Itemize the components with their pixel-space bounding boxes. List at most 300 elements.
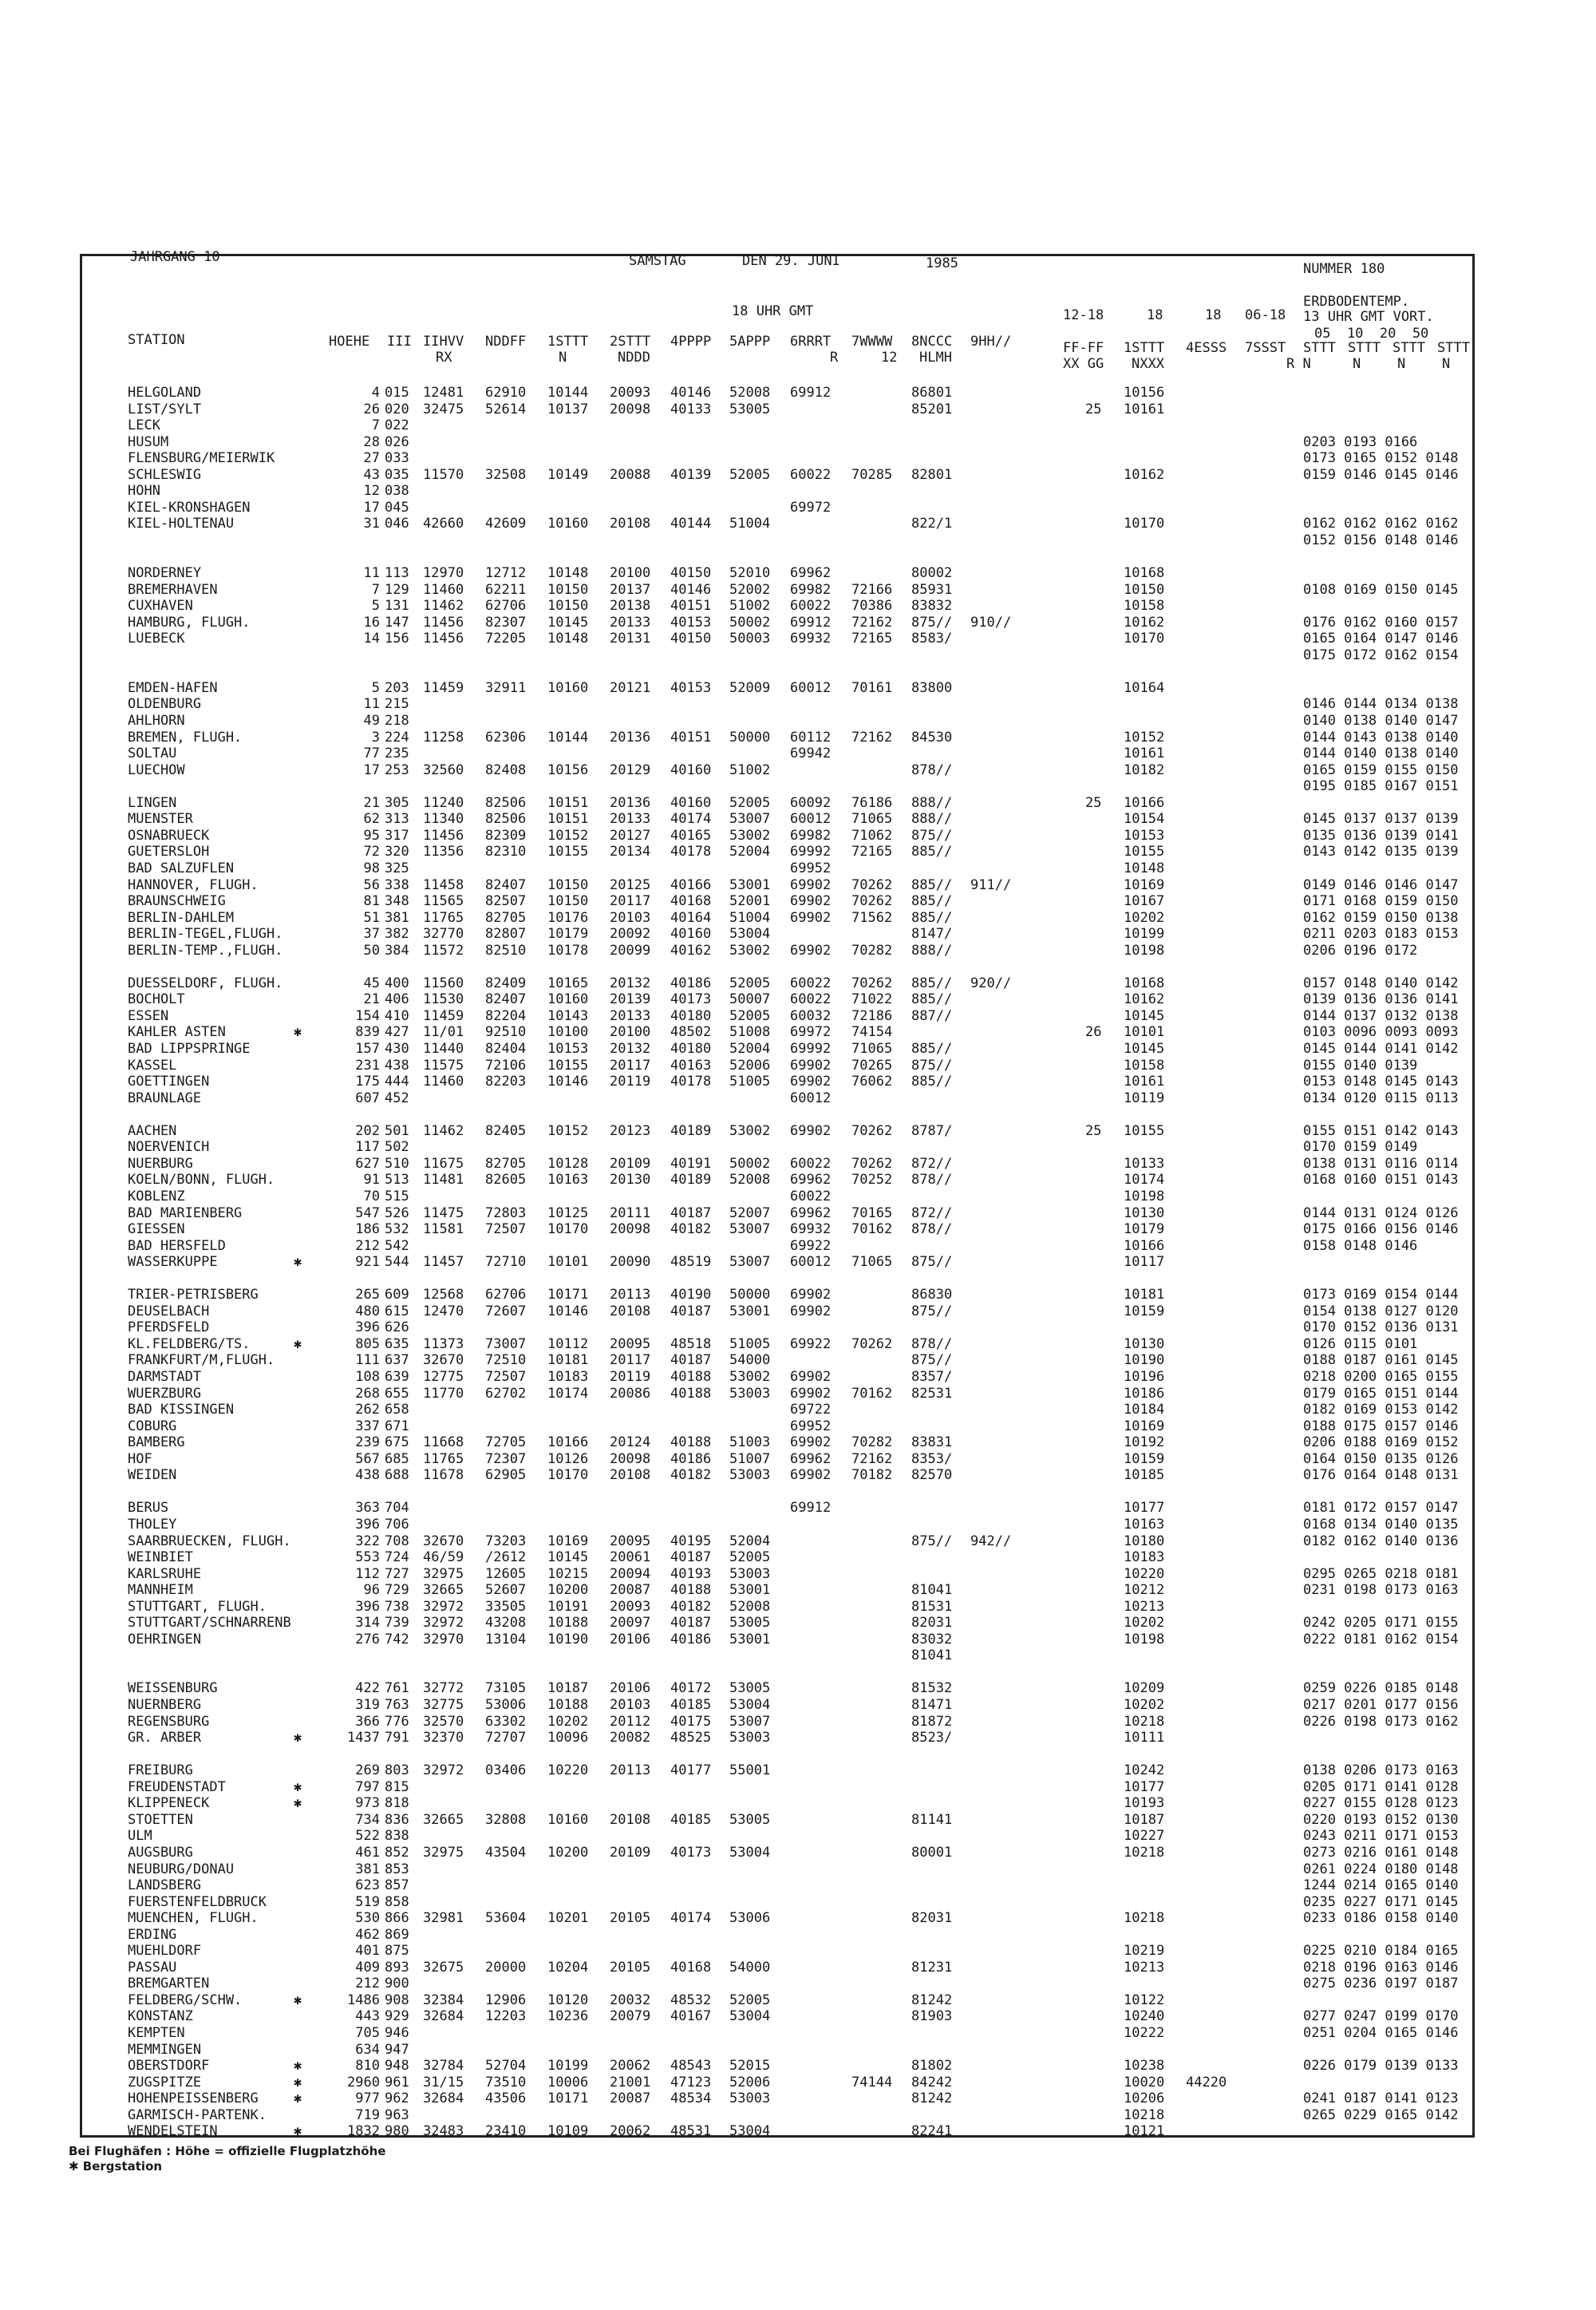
xxgg-header: XX GG — [1063, 356, 1104, 372]
iihvv-header: IIHVV — [423, 334, 464, 350]
cell-hoehe: 973 — [355, 1795, 380, 1812]
cell-soil: 0144 0131 0124 0126 — [1303, 1204, 1459, 1221]
cell-1sttt-max: 10162 — [1124, 466, 1165, 483]
cell-iii: 858 — [385, 1893, 409, 1910]
cell-4pppp: 40173 — [670, 991, 712, 1008]
cell-1sttt-max: 10213 — [1124, 1959, 1165, 1976]
cell-6rrrt: 60032 — [790, 1007, 832, 1024]
cell-1sttt: 10125 — [547, 1204, 589, 1221]
cell-2sttt: 20136 — [610, 729, 651, 746]
cell-hoehe: 21 — [363, 794, 380, 811]
cell-hoehe: 719 — [355, 2106, 380, 2123]
cell-1sttt-max: 10167 — [1124, 893, 1165, 910]
cell-station: SCHLESWIG — [128, 466, 202, 483]
cell-station: STUTTGART, FLUGH. — [128, 1598, 267, 1615]
cell-iii: 203 — [385, 679, 409, 696]
cell-4pppp: 48532 — [670, 1992, 712, 2008]
cell-station: HUSUM — [128, 433, 169, 450]
cell-iii: 791 — [385, 1730, 409, 1746]
cell-8nccc: 872// — [911, 1155, 953, 1172]
cell-6rrrt: 69972 — [790, 499, 832, 516]
cell-hoehe: 401 — [355, 1943, 380, 1960]
cell-5appp: 52015 — [729, 2058, 771, 2075]
cell-5appp: 53005 — [729, 1811, 771, 1828]
cell-hoehe: 314 — [355, 1615, 380, 1632]
cell-2sttt: 20124 — [610, 1434, 651, 1451]
nxxx-header: NXXX — [1132, 356, 1164, 372]
cell-nddff: 62306 — [485, 729, 527, 746]
cell-1sttt-max: 10162 — [1124, 614, 1165, 631]
cell-station: BAD LIPPSPRINGE — [128, 1041, 251, 1057]
cell-soil: 0277 0247 0199 0170 — [1303, 2008, 1459, 2025]
table-row — [0, 1058, 1596, 1074]
cell-1sttt: 10183 — [547, 1369, 589, 1385]
table-row — [0, 1730, 1596, 1746]
cell-4pppp: 40188 — [670, 1434, 712, 1451]
cell-4pppp: 40165 — [670, 827, 712, 844]
cell-soil: 0242 0205 0171 0155 — [1303, 1615, 1459, 1632]
cell-6rrrt: 60022 — [790, 598, 832, 615]
table-row — [0, 1123, 1596, 1139]
cell-soil: 0152 0156 0148 0146 — [1303, 532, 1459, 548]
cell-iihvv: 32981 — [423, 1910, 464, 1927]
cell-nddff: 62706 — [485, 598, 527, 615]
cell-iihvv: 32670 — [423, 1533, 464, 1549]
table-row — [0, 1386, 1596, 1402]
col-18a: 18 — [1147, 307, 1163, 323]
cell-1sttt-max: 10227 — [1124, 1828, 1165, 1845]
cell-1sttt: 10170 — [547, 1467, 589, 1484]
table-row — [0, 631, 1596, 647]
cell-soil: 0144 0143 0138 0140 — [1303, 729, 1459, 746]
cell-soil: 0273 0216 0161 0148 — [1303, 1844, 1459, 1861]
table-row — [0, 1205, 1596, 1221]
cell-hoehe: 268 — [355, 1385, 380, 1402]
cell-8nccc: 878// — [911, 1221, 953, 1238]
cell-station: BAD SALZUFLEN — [128, 860, 235, 876]
cell-7wwww: 70386 — [851, 598, 893, 615]
cell-2sttt: 20105 — [610, 1959, 651, 1976]
4esss-header: 4ESSS — [1186, 340, 1227, 356]
cell-1sttt: 10109 — [547, 2123, 589, 2140]
cell-8nccc: 887// — [911, 1007, 953, 1024]
cell-1sttt-max: 10219 — [1124, 1943, 1165, 1960]
cell-4pppp: 40160 — [670, 926, 712, 943]
cell-iii: 869 — [385, 1926, 409, 1943]
cell-nddff: 82605 — [485, 1172, 527, 1189]
cell-iii: 658 — [385, 1402, 409, 1418]
cell-hoehe: 77 — [363, 746, 380, 762]
cell-6rrrt: 60022 — [790, 1188, 832, 1204]
cell-8nccc: 82531 — [911, 1385, 953, 1402]
table-row — [0, 2075, 1596, 2090]
table-row — [0, 615, 1596, 631]
cell-6rrrt: 60012 — [790, 811, 832, 828]
cell-nddff: 12906 — [485, 1992, 527, 2008]
cell-iihvv: 32384 — [423, 1992, 464, 2008]
cell-4pppp: 40178 — [670, 844, 712, 860]
cell-4pppp: 40180 — [670, 1007, 712, 1024]
cell-2sttt: 21001 — [610, 2074, 651, 2090]
table-row — [0, 1779, 1596, 1795]
cell-2sttt: 20106 — [610, 1680, 651, 1697]
cell-2sttt: 20132 — [610, 975, 651, 991]
cell-4pppp: 40178 — [670, 1074, 712, 1090]
cell-iihvv: 11678 — [423, 1467, 464, 1484]
cell-iii: 444 — [385, 1074, 409, 1090]
col-12-18: 12-18 — [1063, 307, 1104, 323]
cell-5appp: 50000 — [729, 729, 771, 746]
cell-iihvv: 11530 — [423, 991, 464, 1008]
cell-station: EMDEN-HAFEN — [128, 679, 218, 696]
cell-1sttt-max: 10212 — [1124, 1582, 1165, 1599]
cell-nddff: 82310 — [485, 844, 527, 860]
cell-5appp: 52005 — [729, 794, 771, 811]
cell-6rrrt: 69962 — [790, 1172, 832, 1189]
1sttt-header: 1STTT — [547, 334, 589, 350]
cell-soil: 0195 0185 0167 0151 — [1303, 778, 1459, 795]
cell-mountain: ✱ — [294, 2123, 302, 2140]
table-row — [0, 778, 1596, 794]
cell-1sttt: 10101 — [547, 1254, 589, 1271]
cell-4pppp: 40153 — [670, 614, 712, 631]
cell-5appp: 53004 — [729, 2123, 771, 2140]
cell-5appp: 51005 — [729, 1074, 771, 1090]
cell-nddff: 63302 — [485, 1713, 527, 1730]
cell-2sttt: 20132 — [610, 1041, 651, 1057]
cell-1sttt: 10152 — [547, 827, 589, 844]
cell-1sttt-max: 10218 — [1124, 2106, 1165, 2123]
cell-soil: 0227 0155 0128 0123 — [1303, 1795, 1459, 1812]
cell-9hh: 911// — [970, 876, 1012, 893]
cell-4pppp: 40188 — [670, 1582, 712, 1599]
table-row — [0, 1139, 1596, 1155]
cell-5appp: 52004 — [729, 1041, 771, 1057]
cell-iii: 836 — [385, 1811, 409, 1828]
cell-station: WEINBIET — [128, 1549, 193, 1566]
cell-nddff: 82409 — [485, 975, 527, 991]
cell-iii: 129 — [385, 581, 409, 598]
cell-iii: 961 — [385, 2074, 409, 2090]
cell-iihvv: 32970 — [423, 1631, 464, 1647]
cell-6rrrt: 69962 — [790, 1450, 832, 1467]
table-row — [0, 2058, 1596, 2074]
cell-6rrrt: 69912 — [790, 385, 832, 401]
cell-8nccc: 875// — [911, 614, 953, 631]
cell-7wwww: 71562 — [851, 909, 893, 926]
cell-station: SAARBRUECKEN, FLUGH. — [128, 1533, 291, 1549]
cell-7wwww: 70262 — [851, 1155, 893, 1172]
cell-iii: 893 — [385, 1959, 409, 1976]
cell-8nccc: 83032 — [911, 1631, 953, 1647]
cell-1sttt: 10169 — [547, 1533, 589, 1549]
cell-1sttt-max: 10187 — [1124, 1811, 1165, 1828]
cell-soil: 0171 0168 0159 0150 — [1303, 893, 1459, 910]
cell-5appp: 53003 — [729, 2090, 771, 2107]
cell-soil: 0149 0146 0146 0147 — [1303, 876, 1459, 893]
cell-soil: 0233 0186 0158 0140 — [1303, 1910, 1459, 1927]
cell-1sttt-max: 10185 — [1124, 1467, 1165, 1484]
cell-1sttt: 10174 — [547, 1385, 589, 1402]
cell-4pppp: 48525 — [670, 1730, 712, 1746]
cell-hoehe: 547 — [355, 1204, 380, 1221]
cell-1sttt-max: 10222 — [1124, 2025, 1165, 2041]
cell-station: MUENCHEN, FLUGH. — [128, 1910, 259, 1927]
cell-iii: 015 — [385, 385, 409, 401]
cell-1sttt-max: 10202 — [1124, 909, 1165, 926]
cell-nddff: 62211 — [485, 581, 527, 598]
row-spacer — [0, 1746, 1596, 1762]
cell-station: FREUDENSTADT — [128, 1778, 226, 1795]
cell-station: GUETERSLOH — [128, 844, 210, 860]
cell-5appp: 53002 — [729, 942, 771, 959]
cell-2sttt: 20133 — [610, 1007, 651, 1024]
cell-station: KONSTANZ — [128, 2008, 193, 2025]
cell-iihvv: 11459 — [423, 679, 464, 696]
cell-iii: 853 — [385, 1861, 409, 1877]
7ssst-header: 7SSST — [1245, 340, 1286, 356]
table-row — [0, 565, 1596, 581]
cell-7wwww: 71022 — [851, 991, 893, 1008]
cell-station: SOLTAU — [128, 746, 177, 762]
cell-hoehe: 265 — [355, 1287, 380, 1303]
cell-station: FRANKFURT/M,FLUGH. — [128, 1352, 275, 1369]
cell-1sttt: 10190 — [547, 1631, 589, 1647]
cell-nddff: 72307 — [485, 1450, 527, 1467]
cell-hoehe: 31 — [363, 516, 380, 532]
cell-mountain: ✱ — [294, 1254, 302, 1271]
cell-1sttt-max: 10158 — [1124, 598, 1165, 615]
cell-iihvv: 12481 — [423, 385, 464, 401]
cell-iihvv: 11581 — [423, 1221, 464, 1238]
cell-7wwww: 70262 — [851, 876, 893, 893]
table-row — [0, 910, 1596, 926]
cell-5appp: 52002 — [729, 581, 771, 598]
cell-soil: 0138 0206 0173 0163 — [1303, 1762, 1459, 1779]
cell-7wwww: 70262 — [851, 893, 893, 910]
cell-nddff: /2612 — [485, 1549, 527, 1566]
cell-1sttt-max: 10179 — [1124, 1221, 1165, 1238]
cell-iihvv: 11570 — [423, 466, 464, 483]
col-06-18: 06-18 — [1245, 307, 1286, 323]
cell-2sttt: 20086 — [610, 1385, 651, 1402]
cell-1sttt-max: 10163 — [1124, 1516, 1165, 1533]
cell-8nccc: 81141 — [911, 1811, 953, 1828]
cell-2sttt: 20117 — [610, 893, 651, 910]
cell-station: LINGEN — [128, 794, 177, 811]
cell-7wwww: 72166 — [851, 581, 893, 598]
cell-soil: 0145 0144 0141 0142 — [1303, 1041, 1459, 1057]
cell-1sttt-max: 10168 — [1124, 975, 1165, 991]
cell-6rrrt: 69982 — [790, 827, 832, 844]
cell-iihvv: 32665 — [423, 1811, 464, 1828]
cell-station: LANDSBERG — [128, 1877, 202, 1894]
cell-soil: 0265 0229 0165 0142 — [1303, 2106, 1459, 2123]
cell-iii: 131 — [385, 598, 409, 615]
cell-mountain: ✱ — [294, 1795, 302, 1812]
cell-5appp: 53007 — [729, 1254, 771, 1271]
cell-soil: 0155 0151 0142 0143 — [1303, 1122, 1459, 1139]
cell-4pppp: 40174 — [670, 811, 712, 828]
erdboden-subtitle: 13 UHR GMT VORT. — [1303, 309, 1434, 325]
cell-nddff: 72710 — [485, 1254, 527, 1271]
cell-1sttt-max: 10161 — [1124, 1074, 1165, 1090]
cell-hoehe: 480 — [355, 1303, 380, 1319]
cell-4pppp: 40187 — [670, 1549, 712, 1566]
cell-2sttt: 20103 — [610, 909, 651, 926]
cell-station: BREMERHAVEN — [128, 581, 218, 598]
table-row — [0, 1369, 1596, 1385]
year: 1985 — [926, 255, 958, 271]
cell-1sttt-max: 10169 — [1124, 1418, 1165, 1434]
cell-1sttt-max: 10155 — [1124, 844, 1165, 860]
cell-hoehe: 396 — [355, 1598, 380, 1615]
table-row — [0, 746, 1596, 761]
table-row — [0, 1238, 1596, 1254]
cell-4pppp: 40193 — [670, 1565, 712, 1582]
cell-7wwww: 70262 — [851, 975, 893, 991]
cell-station: AHLHORN — [128, 713, 185, 729]
cell-7wwww: 72162 — [851, 729, 893, 746]
cell-soil: 0173 0165 0152 0148 — [1303, 450, 1459, 467]
cell-1sttt-max: 10130 — [1124, 1204, 1165, 1221]
cell-soil: 0243 0211 0171 0153 — [1303, 1828, 1459, 1845]
cell-5appp: 53007 — [729, 1713, 771, 1730]
cell-iii: 838 — [385, 1828, 409, 1845]
cell-5appp: 52005 — [729, 1549, 771, 1566]
cell-nddff: 72106 — [485, 1057, 527, 1074]
cell-8nccc: 8357/ — [911, 1369, 953, 1385]
cell-1sttt: 10160 — [547, 1811, 589, 1828]
cell-nddff: 43208 — [485, 1615, 527, 1632]
cell-2sttt: 20062 — [610, 2058, 651, 2075]
sttt-10-header: STTT — [1348, 340, 1381, 356]
cell-5appp: 53003 — [729, 1565, 771, 1582]
cell-5appp: 51008 — [729, 1024, 771, 1041]
cell-1sttt: 10187 — [547, 1680, 589, 1697]
cell-soil: 0218 0196 0163 0146 — [1303, 1959, 1459, 1976]
cell-1sttt-max: 10196 — [1124, 1369, 1165, 1385]
cell-iii: 542 — [385, 1237, 409, 1254]
cell-mountain: ✱ — [294, 1778, 302, 1795]
cell-1sttt-max: 10166 — [1124, 794, 1165, 811]
cell-6rrrt: 69902 — [790, 876, 832, 893]
cell-7wwww: 70162 — [851, 1221, 893, 1238]
cell-1sttt: 10156 — [547, 761, 589, 778]
cell-station: NORDERNEY — [128, 565, 202, 582]
table-row — [0, 1041, 1596, 1057]
cell-2sttt: 20098 — [610, 1221, 651, 1238]
cell-mountain: ✱ — [294, 1992, 302, 2008]
cell-soil: 0168 0160 0151 0143 — [1303, 1172, 1459, 1189]
cell-iii: 815 — [385, 1778, 409, 1795]
cell-8nccc: 885// — [911, 844, 953, 860]
cell-soil: 0176 0164 0148 0131 — [1303, 1467, 1459, 1484]
cell-iii: 156 — [385, 631, 409, 647]
cell-1sttt-max: 10168 — [1124, 565, 1165, 582]
table-row — [0, 1582, 1596, 1598]
cell-iii: 900 — [385, 1976, 409, 1992]
cell-nddff: 20000 — [485, 1959, 527, 1976]
cell-iihvv: 32370 — [423, 1730, 464, 1746]
cell-iihvv: 31/15 — [423, 2074, 464, 2090]
cell-hoehe: 839 — [355, 1024, 380, 1041]
cell-1sttt: 10200 — [547, 1582, 589, 1599]
cell-station: FELDBERG/SCHW. — [128, 1992, 243, 2008]
cell-hoehe: 12 — [363, 483, 380, 500]
cell-ffgg: 25 — [1085, 1122, 1102, 1139]
cell-8nccc: 81231 — [911, 1959, 953, 1976]
cell-2sttt: 20137 — [610, 581, 651, 598]
cell-8nccc: 80001 — [911, 1844, 953, 1861]
cell-hoehe: 530 — [355, 1910, 380, 1927]
cell-1sttt-max: 10155 — [1124, 1122, 1165, 1139]
cell-5appp: 53003 — [729, 1467, 771, 1484]
cell-1sttt-max: 10161 — [1124, 401, 1165, 417]
cell-station: BERUS — [128, 1500, 169, 1517]
cell-iihvv: 11440 — [423, 1041, 464, 1057]
cell-ffgg: 25 — [1085, 794, 1102, 811]
cell-8nccc: 888// — [911, 794, 953, 811]
cell-5appp: 52006 — [729, 1057, 771, 1074]
cell-1sttt-max: 10145 — [1124, 1007, 1165, 1024]
cell-8nccc: 885// — [911, 909, 953, 926]
table-row — [0, 532, 1596, 548]
cell-5appp: 52005 — [729, 466, 771, 483]
cell-2sttt: 20131 — [610, 631, 651, 647]
cell-1sttt-max: 10101 — [1124, 1024, 1165, 1041]
cell-8nccc: 81242 — [911, 2090, 953, 2107]
cell-4pppp: 48519 — [670, 1254, 712, 1271]
cell-1sttt-max: 10180 — [1124, 1533, 1165, 1549]
cell-iii: 609 — [385, 1287, 409, 1303]
table-row — [0, 696, 1596, 712]
cell-1sttt-max: 10145 — [1124, 1041, 1165, 1057]
cell-iii: 513 — [385, 1172, 409, 1189]
cell-2sttt: 20133 — [610, 614, 651, 631]
cell-2sttt: 20095 — [610, 1533, 651, 1549]
cell-iii: 381 — [385, 909, 409, 926]
cell-5appp: 54000 — [729, 1959, 771, 1976]
cell-2sttt: 20093 — [610, 1598, 651, 1615]
cell-iihvv: 11456 — [423, 614, 464, 631]
cell-6rrrt: 69922 — [790, 1237, 832, 1254]
cell-iii: 875 — [385, 1943, 409, 1960]
cell-iihvv: 32972 — [423, 1598, 464, 1615]
cell-1sttt-max: 10193 — [1124, 1795, 1165, 1812]
cell-7wwww: 74144 — [851, 2074, 893, 2090]
cell-iii: 776 — [385, 1713, 409, 1730]
cell-iii: 803 — [385, 1762, 409, 1779]
cell-4pppp: 40189 — [670, 1122, 712, 1139]
cell-nddff: 73105 — [485, 1680, 527, 1697]
cell-5appp: 50007 — [729, 991, 771, 1008]
cell-nddff: 43506 — [485, 2090, 527, 2107]
table-header — [0, 0, 1596, 375]
cell-4pppp: 40186 — [670, 1450, 712, 1467]
cell-iii: 671 — [385, 1418, 409, 1434]
cell-iii: 438 — [385, 1057, 409, 1074]
cell-soil: 0170 0159 0149 — [1303, 1139, 1418, 1156]
cell-1sttt-max: 10148 — [1124, 860, 1165, 876]
cell-iihvv: 11456 — [423, 827, 464, 844]
group-title-18utc: 18 UHR GMT — [732, 303, 814, 319]
cell-nddff: 62702 — [485, 1385, 527, 1402]
cell-iii: 022 — [385, 417, 409, 434]
cell-nddff: 82407 — [485, 991, 527, 1008]
cell-8nccc: 82570 — [911, 1467, 953, 1484]
cell-1sttt-max: 10117 — [1124, 1254, 1165, 1271]
